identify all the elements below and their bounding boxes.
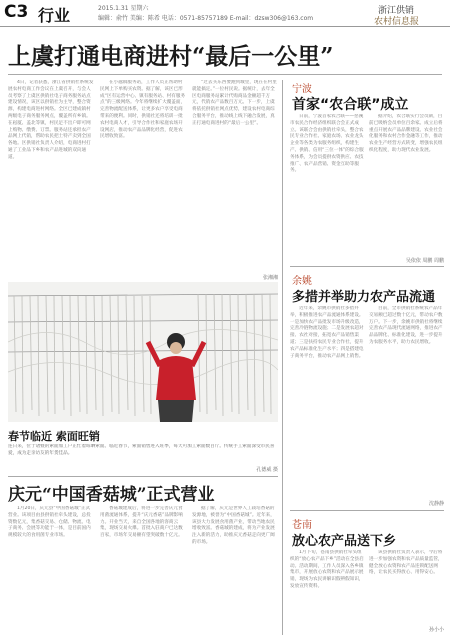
story4-byline: 孙小小 (428, 627, 444, 633)
story1-column-2: 在小越镇服务站，工作人员正帮助村民网上下单购买农资。据了解，该区已形成“区有运营中心、镇有服务站、村有服务点”的三级网络。今年将继续扩大覆盖面，完善物流配送体系，让更多农户享受电商带来的便利。同时，供销社还将培训一批农村电商人才，引导合作社和家庭农场开设网店，推动农产品品牌化经营，促进农民增收致富。 (100, 80, 186, 140)
story3-byline: 沈静静 (428, 501, 444, 507)
story3-column-1: 近年来，余姚市供销社多措并举，积极推进农产品流通体系建设。一是加快农产品批发市场升级改造，完善冷链物流设施；二是发展农超对接、农社对接，拓宽农产品销售渠道；三是扶持农民专业合作社，提升农产品标准化生产水平；四是搭建电子商务平台，推动农产品网上销售。 (290, 306, 364, 359)
story3-headline: 多措并举助力农产品流通 (292, 290, 436, 305)
story4-location: 苍南 (292, 520, 312, 531)
story2-byline: 吴依依 周鹏 周鹏 (405, 258, 444, 264)
paper-region: 浙江供销 (378, 6, 415, 16)
noodle-drying-photo (8, 282, 278, 422)
divider (290, 266, 444, 267)
story5-headline: 庆元“中国香菇城”正式营业 (8, 485, 215, 505)
story1-column-1: 4日，记者获悉，浙江省供销社系统发展农村电商工作会议在上虞召开，与会人员考察了上虞区供销社电子商务服务站点建设情况，该区以供销社为主导，整合资源，构建电商进村网络。全区已建成镇村两级电子商务服务网点，覆盖所有乡镇。在崧厦、盖北等镇，村民足不出户即可网上购物、缴费、订票。服务站还承担农产品网上代销，帮助农民把土特产卖到全国各地。区供销社负责人介绍，电商进村打通了工业品下乡和农产品进城的双向通道。 (8, 80, 94, 160)
story4-headline: 放心农产品送下乡 (292, 534, 397, 549)
section-name: 行业 (38, 6, 71, 25)
page-header (0, 0, 450, 27)
story1-byline: 张湘湘 (262, 275, 278, 281)
photo-title: 春节临近 索面旺销 (8, 430, 100, 443)
divider (290, 510, 444, 511)
story1-headline: 上虞打通电商进村“最后一公里” (8, 43, 334, 70)
story4-column-1: 1月下旬，苍南县供销社牵头组织的“放心农产品下乡”活动在全县启动。活动期间，工作人员深入各乡镇集市，开展放心农资和农产品展示展销，现场为农民讲解识假辨假知识，发放宣传资料。 (290, 550, 364, 589)
story5-column-2: 香菇城建成后，将进一步完善庆元食用菌流通体系，提升“庆元香菇”品牌影响力。开业当天，来自全国各地的客商云集，现场交易火爆。首批入驻商户已达数百家，市场年交易额有望突破数十亿元。 (100, 506, 183, 539)
editor-contact: 编辑：俞竹 美编：陈希 电话：0571-85757189 E-mail：dzsw306@163.com (98, 15, 314, 22)
column-rule (282, 80, 283, 635)
story5-column-3: 据了解，庆元是世界人工栽培香菇的发源地，被誉为“中国香菇城”。近年来，该县大力发展食用菌产业，带动当地农民增收致富。香菇城的建成，将为产业发展注入新的活力，助推庆元香菇走向更广阔的市场。 (192, 506, 275, 545)
divider (8, 74, 442, 75)
divider (8, 476, 278, 477)
issue-date: 2015.1.31 星期六 (98, 5, 149, 12)
story3-location: 余姚 (292, 276, 312, 287)
story3-column-2: 目前，全市供销社系统农产品年交易额已超过数十亿元，带动农户数万户。下一步，余姚市供销社将继续完善农产品现代流通网络，推进农产品品牌化、标准化建设，进一步提升为农服务水平，助力农民增收。 (369, 306, 443, 345)
photo-caption: 连日来，位于诸暨的索面加工户正忙着晾晒索面。临近春节，索面销售进入旺季，每天可加工索面数百斤。传统手工索面深受市民喜爱，成为走亲访友的年货佳品。 (8, 444, 275, 456)
paper-name: 农村信息报 (374, 17, 420, 27)
story1-column-3: “过去买东西要跑到城里，现在在村里就能搞定。”一位村民说。据统计，去年全区电商服务站累计代购商品金额超千万元，代销农产品数百万元。下一步，上虞将依托供销社网点优势，建设农村电商综合服务平台，推动线上线下融合发展，真正打通电商进村的“最后一公里”。 (192, 80, 277, 126)
story5-column-1: 1月20日，庆元县“中国香菇城”正式营业。该项目由县供销社牵头建设，总投资数亿元，集香菇交易、仓储、物流、电子商务、会展等功能于一体，是目前国内规模较大的食用菌专业市场。 (8, 506, 91, 539)
story4-column-2: 该县供销社负责人表示，今后将进一步加强农资和农产品质量监管，健全放心农资和农产品连锁配送网络，让农民买得放心、用得安心。 (369, 550, 443, 576)
story2-location: 宁波 (292, 84, 312, 95)
photo-credit: 孔德威 摄 (256, 467, 278, 473)
page-code: C3 (4, 2, 29, 22)
story2-column-2: 据介绍，农合联实行会员制，目前已吸纳会员单位百余家。成立后将重点开展农产品品牌建设、农业社会化服务和农村合作金融等工作，推动农业生产经营方式转变，增强农民组织化程度，助力现代农业发展。 (369, 114, 443, 153)
story2-column-1: 日前，宁波首家农合联——慈溪市农民合作经济组织联合会正式成立。该联合会由供销社牵头，整合农民专业合作社、家庭农场、农业龙头企业等各类为农服务组织，构建生产、供销、信用“三位一体”的综合服务体系，为会员提供农资供应、农技推广、农产品营销、资金互助等服务。 (290, 114, 364, 174)
story2-headline: 首家“农合联”成立 (292, 97, 409, 113)
